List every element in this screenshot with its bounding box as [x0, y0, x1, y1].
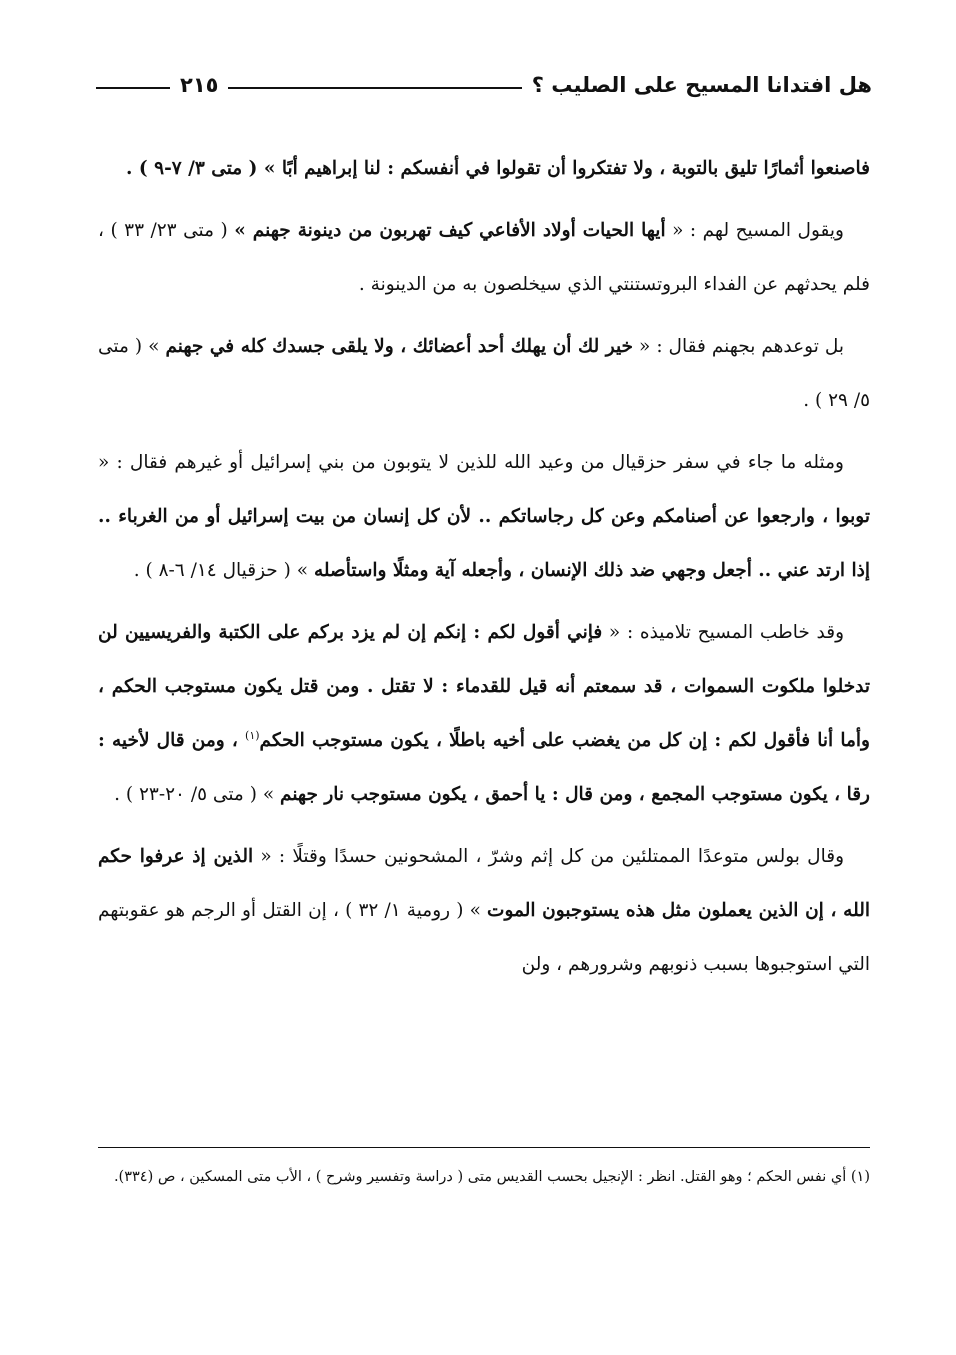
paragraph-text: » ( متى ٥/ ٢٩ ) . — [98, 336, 870, 411]
paragraph-text: ويقول المسيح لهم : « — [665, 220, 844, 241]
page-number: ٢١٥ — [180, 73, 219, 97]
paragraph-text: ومثله ما جاء في سفر حزقيال من وعيد الله للذين لا يتوبون من بني إسرائيل أو غيرهم فقال : « — [98, 452, 844, 473]
header-rule-short — [96, 87, 170, 89]
paragraph-text: » ( متى ٥/ ٢٠-٢٣ ) . — [114, 784, 281, 805]
paragraph — [98, 142, 870, 196]
paragraph-text: بل توعدهم بجهنم فقال : « — [633, 336, 845, 357]
paragraph-text: ( متى ٢٣/ ٣٣ ) ، فلم يحدثهم عن الفداء البروتستنتي الذي سيخلصون به من الدينونة . — [98, 220, 870, 295]
paragraph — [98, 830, 870, 992]
running-title: هل افتدانا المسيح على الصليب ؟ — [531, 73, 872, 97]
quoted-text: ، ومن قال لأخيه : رقا ، يكون مستوجب المجمع ، ومن قال : يا أحمق ، يكون مستوجب نار جهنم — [98, 730, 870, 805]
paragraph-text: وقد خاطب المسيح تلاميذه : « — [602, 622, 844, 643]
quoted-text: فاصنعوا أثمارًا تليق بالتوبة ، ولا تفتكروا أن تقولوا في أنفسكم : لنا إبراهيم أبًا » ( متى ٣/ ٧-٩ ) . — [126, 158, 870, 179]
paragraph-text: وقال بولس متوعدًا الممتلئين من كل إثم وشرّ ، المشحونين حسدًا وقتلًا : « — [253, 846, 845, 867]
footnote-marker: (١) — [245, 728, 260, 742]
paragraph — [98, 320, 870, 428]
quoted-text: فإني أقول لكم : إنكم إن لم يزد بركم على الكتبة والفريسيين لن تدخلوا ملكوت السموات ، قد سمعتم أنه قيل للقدماء : لا تقتل . ومن قتل يكون مستوجب الحكم ، وأما أنا فأقول لكم : إن كل من يغضب على أخيه باطلًا ، يكون مستوجب الحكم — [98, 622, 870, 751]
quoted-text: أيها الحيات أولاد الأفاعي كيف تهربون من دينونة جهنم » — [234, 220, 666, 241]
quoted-text: توبوا ، وارجعوا عن أصنامكم وعن كل رجاساتكم .. لأن كل إنسان من بيت إسرائيل أو من الغرباء .. إذا ارتد عني .. أجعل وجهي ضد ذلك الإنسان ، وأجعله آية ومثلًا واستأصله — [98, 506, 870, 581]
quoted-text: الذين إذ عرفوا حكم الله ، إن الذين يعملون مثل هذه يستوجبون الموت — [98, 846, 870, 921]
paragraph — [98, 436, 870, 598]
paragraph-text: » ( رومية ١/ ٣٢ ) ، إن القتل أو الرجم هو عقوبتهم التي استوجبوها بسبب ذنوبهم وشرورهم ، ولن — [98, 900, 870, 975]
footnote-separator — [98, 1147, 870, 1148]
quoted-text: خير لك أن يهلك أحد أعضائك ، ولا يلقى جسدك كله في جهنم — [165, 336, 633, 357]
paragraph — [98, 606, 870, 822]
running-header — [96, 60, 872, 110]
header-rule — [228, 87, 521, 89]
paragraph-text: » ( حزقيال ١٤/ ٦-٨ ) . — [133, 560, 314, 581]
paragraph — [98, 204, 870, 312]
main-text — [98, 142, 870, 992]
footnote: (١) أي نفس الحكم ؛ وهو القتل. انظر : الإنجيل بحسب القديس متى ( دراسة وتفسير وشرح ) ، الأب متى المسكين ، ص (٣٣٤). — [113, 1169, 870, 1185]
